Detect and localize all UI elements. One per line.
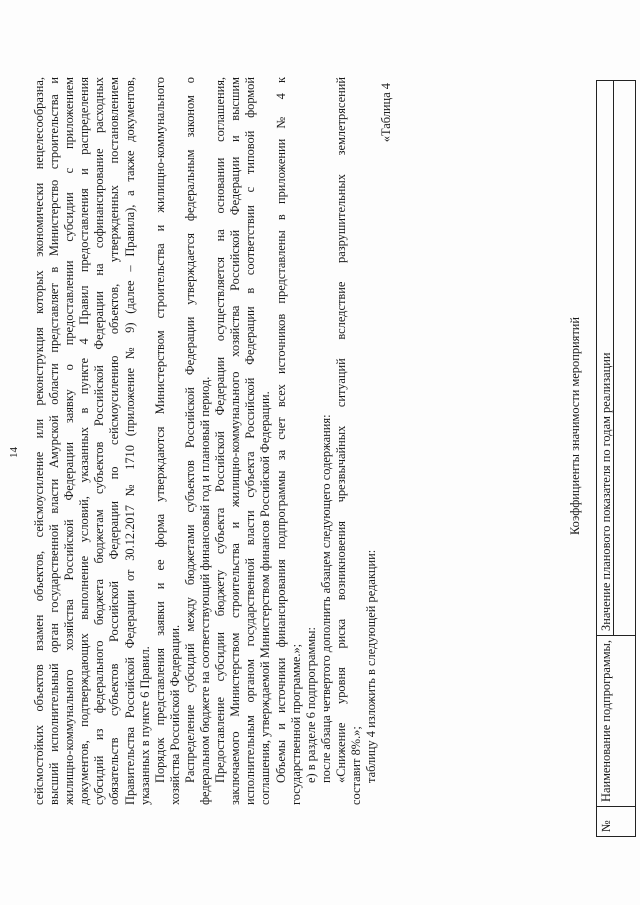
text-line: Распределение субсидий между бюджетами субъектов Российской Федерации утверждается федеральным законом о bbox=[182, 77, 197, 783]
text-line: сейсмостойких объектов взамен объектов, сейсмоусиление или реконструкция которых экономически нецелесообразна, bbox=[32, 77, 46, 805]
text-line: высший исполнительный орган государственной власти Амурской области представляет в Министерство строительства и bbox=[47, 77, 62, 805]
text-line: государственной программе.»; bbox=[288, 643, 303, 805]
page-number: 14 bbox=[8, 447, 20, 458]
text-line: федеральном бюджете на соответствующий финансовый год и плановый период. bbox=[198, 376, 213, 805]
text-line: хозяйства Российской Федерации. bbox=[167, 624, 182, 805]
table-header-name: Наименование подпрограммы, bbox=[597, 635, 635, 806]
table-header-number: № bbox=[597, 806, 635, 836]
text-line: Объемы и источники финансирования подпрограммы за счет всех источников представлены в приложении № 4 к bbox=[273, 77, 288, 783]
table-title: Коэффициенты значимости мероприятий bbox=[568, 316, 582, 535]
text-line: составит 8%.»; bbox=[348, 726, 363, 805]
text-line: Порядок представления заявки и ее форма утверждаются Министерством строительства и жилищно-коммунального bbox=[152, 77, 167, 783]
text-line: Предоставление субсидии бюджету субъекта Российской Федерации осуществляется на основании соглашения, bbox=[213, 77, 228, 783]
table-label: «Таблица 4 bbox=[379, 83, 394, 143]
table-divider bbox=[613, 81, 614, 635]
text-line: соглашения, утверждаемой Министерством финансов Российской Федерации. bbox=[258, 391, 273, 805]
table-header-value: Значение планового показателя по годам реализации bbox=[599, 352, 613, 631]
text-line: жилищно-коммунального хозяйства Российской Федерации заявку о предоставлении субсидии с приложением bbox=[62, 77, 77, 805]
text-line: обязательств субъектов Российской Федерации по сейсмоусилению объектов, утвержденных постановлением bbox=[107, 77, 122, 805]
text-line: указанных в пункте 6 Правил. bbox=[137, 646, 152, 805]
text-line: субсидий из федерального бюджета бюджетам субъектов Российской Федерации на софинансирование расходных bbox=[92, 77, 107, 805]
text-line: заключаемого Министерством строительства и жилищно-коммунального хозяйства Российской Федерации и высшим bbox=[228, 77, 243, 805]
body-text bbox=[32, 77, 394, 805]
text-line: Правительства Российской Федерации от 30.12.2017 № 1710 (приложение № 9) (далее – Правила), а также документов, bbox=[122, 77, 137, 805]
text-line: «Снижение уровня риска возникновения чрезвычайных ситуаций вследствие разрушительных землетрясений bbox=[333, 77, 348, 783]
table-header bbox=[596, 80, 636, 837]
text-line: е) в разделе 6 подпрограммы: bbox=[303, 627, 318, 783]
text-line: документов, подтверждающих выполнение условий, указанных в пункте 4 Правил предоставления и распределения bbox=[77, 77, 92, 805]
text-line: исполнительным органом государственной власти субъекта Российской Федерации в соответствии с типовой формой bbox=[243, 77, 258, 805]
text-line: после абзаца четвертого дополнить абзацем следующего содержания: bbox=[318, 414, 333, 783]
text-line: таблицу 4 изложить в следующей редакции: bbox=[364, 549, 379, 783]
